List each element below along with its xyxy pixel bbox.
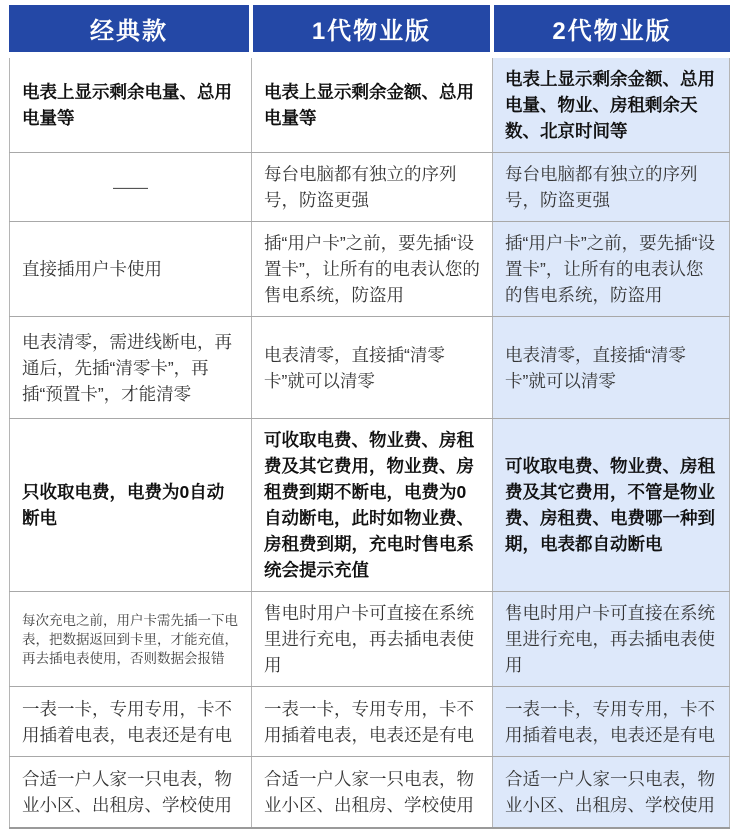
table-cell-empty-dash: —— (9, 153, 251, 221)
table-cell: 每台电脑都有独立的序列号，防盗更强 (251, 153, 492, 221)
table-row-one-meter-one-card (9, 686, 730, 756)
table-body (9, 58, 730, 829)
table-row-card-setup (9, 221, 730, 316)
table-cell: 电表清零，需进线断电，再通后，先插“清零卡”，再插“预置卡”，才能清零 (9, 317, 251, 418)
table-cell: 电表清零，直接插“清零卡”就可以清零 (492, 317, 730, 418)
header-label: 1代物业版 (311, 18, 432, 45)
table-cell: 可收取电费、物业费、房租费及其它费用，不管是物业费、房租费、电费哪一种到期，电表都自动断电 (492, 419, 730, 591)
table-cell: 合适一户人家一只电表，物业小区、出租房、学校使用 (251, 757, 492, 827)
table-row-display-features (9, 58, 730, 152)
table-cell: 电表上显示剩余金额、总用电量等 (251, 58, 492, 152)
table-cell: 电表上显示剩余金额、总用电量、物业、房租剩余天数、北京时间等 (492, 58, 730, 152)
table-header-row (9, 5, 730, 52)
table-cell: 电表上显示剩余电量、总用电量等 (9, 58, 251, 152)
table-cell: 一表一卡，专用专用，卡不用插着电表，电表还是有电 (492, 687, 730, 756)
table-cell: 插“用户卡”之前，要先插“设置卡”，让所有的电表认您的售电系统，防盗用 (251, 222, 492, 316)
header-label: 经典款 (90, 18, 168, 45)
table-cell: 合适一户人家一只电表，物业小区、出租房、学校使用 (9, 757, 251, 827)
product-comparison-table (9, 5, 730, 829)
table-cell: 一表一卡，专用专用，卡不用插着电表，电表还是有电 (251, 687, 492, 756)
header-classic-edition (9, 5, 251, 52)
table-row-meter-reset (9, 316, 730, 418)
table-cell: 可收取电费、物业费、房租费及其它费用，物业费、房租费到期不断电，电费为0自动断电，此时如物业费、房租费到期，充电时售电系统会提示充值 (251, 419, 492, 591)
table-cell: 售电时用户卡可直接在系统里进行充电，再去插电表使用 (251, 592, 492, 686)
table-row-usage-scenarios (9, 756, 730, 827)
table-cell: 每次充电之前，用户卡需先插一下电表，把数据返回到卡里，才能充值，再去插电表使用，否则数据会报错 (9, 592, 251, 686)
table-cell: 售电时用户卡可直接在系统里进行充电，再去插电表使用 (492, 592, 730, 686)
header-gen2-property-edition (492, 5, 730, 52)
table-cell: 插“用户卡”之前，要先插“设置卡”，让所有的电表认您的售电系统，防盗用 (492, 222, 730, 316)
header-gen1-property-edition (251, 5, 492, 52)
table-cell: 一表一卡，专用专用，卡不用插着电表，电表还是有电 (9, 687, 251, 756)
table-cell: 直接插用户卡使用 (9, 222, 251, 316)
table-row-serial-number (9, 152, 730, 221)
table-cell: 只收取电费，电费为0自动断电 (9, 419, 251, 591)
table-cell: 每台电脑都有独立的序列号，防盗更强 (492, 153, 730, 221)
table-row-fee-collection (9, 418, 730, 591)
header-label: 2代物业版 (552, 18, 672, 45)
table-cell: 电表清零，直接插“清零卡”就可以清零 (251, 317, 492, 418)
table-cell: 合适一户人家一只电表，物业小区、出租房、学校使用 (492, 757, 730, 827)
table-row-recharge-process (9, 591, 730, 686)
